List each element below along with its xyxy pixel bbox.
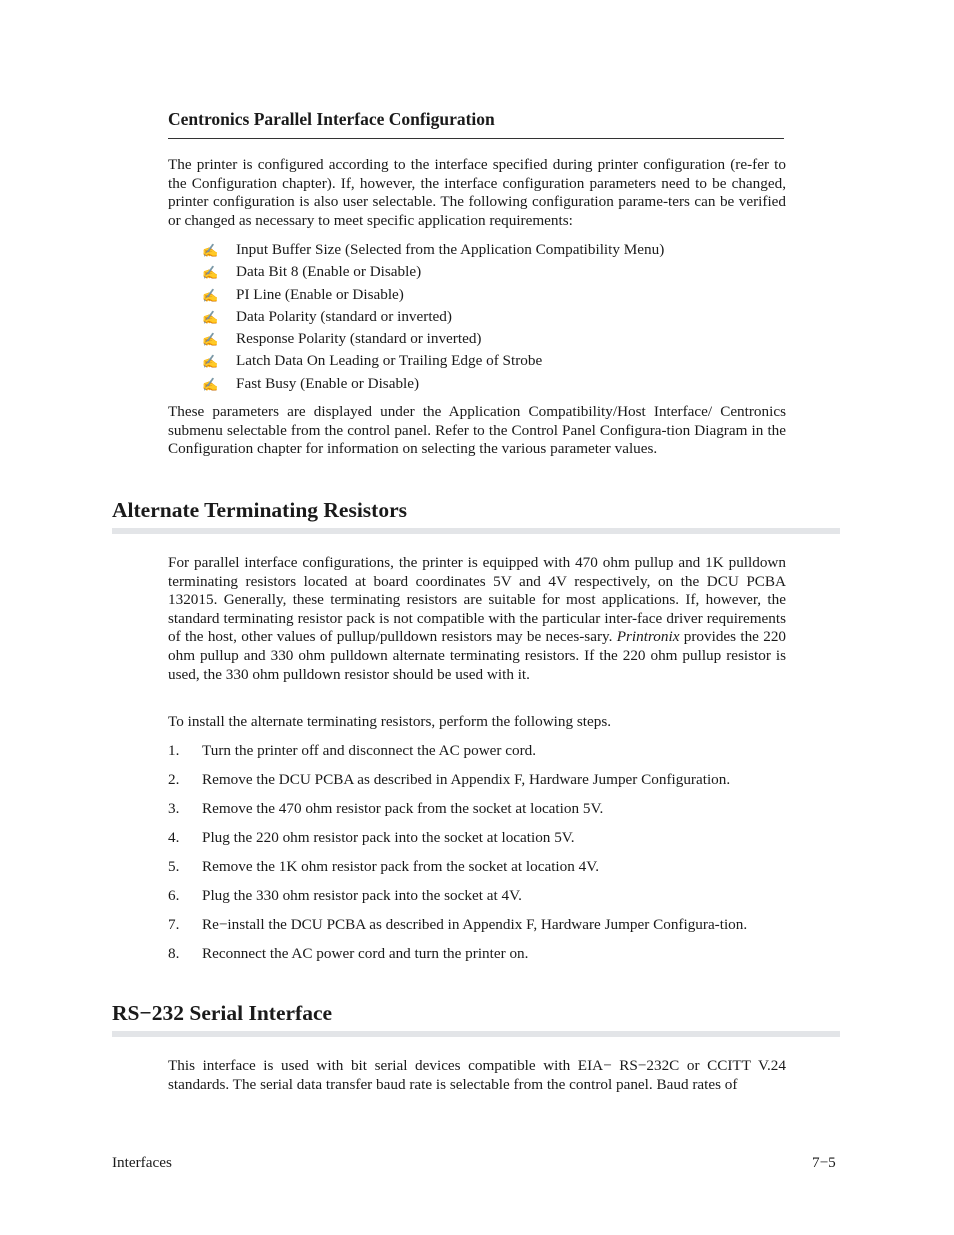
list-item-text: Data Bit 8 (Enable or Disable) bbox=[236, 263, 422, 281]
step-item bbox=[168, 829, 786, 848]
list-item bbox=[202, 307, 664, 329]
step-text: Remove the 470 ohm resistor pack from the socket at location 5V. bbox=[202, 799, 604, 817]
rs232-paragraph: This interface is used with bit serial devices compatible with EIA− RS−232C or CCITT V.24 standards. The serial data transfer baud rate is selectable from the control panel. Baud rates of bbox=[168, 1057, 786, 1093]
check-mark-icon: ✍ bbox=[202, 376, 219, 392]
list-item bbox=[202, 329, 664, 351]
step-text: Remove the DCU PCBA as described in Appendix F, Hardware Jumper Configuration. bbox=[202, 770, 731, 788]
step-text: Plug the 220 ohm resistor pack into the socket at location 5V. bbox=[202, 828, 575, 846]
install-intro: To install the alternate terminating resistors, perform the following steps. bbox=[168, 713, 612, 730]
section-divider bbox=[112, 1031, 840, 1037]
step-number: 5. bbox=[168, 857, 180, 875]
install-steps bbox=[168, 742, 786, 963]
brand-name: Printronix bbox=[616, 628, 680, 646]
heading-rule bbox=[168, 138, 784, 139]
step-number: 2. bbox=[168, 770, 180, 788]
resistors-heading: Alternate Terminating Resistors bbox=[112, 498, 407, 522]
step-number: 8. bbox=[168, 944, 180, 962]
list-item-text: Data Polarity (standard or inverted) bbox=[236, 307, 452, 325]
check-mark-icon: ✍ bbox=[202, 354, 219, 370]
list-item bbox=[202, 374, 664, 396]
list-item-text: Input Buffer Size (Selected from the Application Compatibility Menu) bbox=[236, 241, 665, 258]
centronics-intro-paragraph: The printer is configured according to the interface specified during printer configuration (re-fer to the Configuration chapter). If, however, the interface configuration parameters need to be changed, printer configuration is also user selectable. The following configuration parame-ters can be verified or changed as necessary to meet specific application requirements: bbox=[168, 156, 786, 229]
check-mark-icon: ✍ bbox=[202, 287, 219, 303]
centronics-heading: Centronics Parallel Interface Configuration bbox=[168, 109, 495, 129]
step-number: 6. bbox=[168, 886, 180, 904]
section-divider bbox=[112, 528, 840, 534]
list-item bbox=[202, 351, 664, 373]
list-item bbox=[202, 240, 664, 262]
list-item bbox=[202, 262, 664, 284]
step-text: Turn the printer off and disconnect the AC power cord. bbox=[202, 742, 537, 759]
parameter-list bbox=[202, 240, 664, 396]
step-item bbox=[168, 771, 786, 790]
step-text: Plug the 330 ohm resistor pack into the socket at 4V. bbox=[202, 886, 522, 904]
step-item bbox=[168, 887, 786, 906]
resistors-paragraph bbox=[168, 554, 786, 684]
resistors-text-part1: For parallel interface configurations, the printer is equipped with 470 ohm pullup and 1K pulldown terminating resistors located at board coordinates 5V and 4V respectively, on the DCU PCBA 132015. Generally, these terminating resistors are suitable for most applications. If, however, the standard terminating resistor pack is not compatible with the particular inter-face driver requirements of the host, other values of pullup/pulldown resistors may be neces-sary. bbox=[168, 554, 786, 646]
step-item bbox=[168, 945, 786, 964]
step-item bbox=[168, 916, 786, 935]
page-number: 7−5 bbox=[812, 1154, 836, 1171]
step-item bbox=[168, 858, 786, 877]
step-item bbox=[168, 742, 786, 761]
check-mark-icon: ✍ bbox=[202, 265, 219, 281]
centronics-outro-paragraph: These parameters are displayed under the Application Compatibility/Host Interface/ Centronics submenu selectable from the control panel. Refer to the Control Panel Configura-tion Diagram in the Configuration chapter for information on selecting the various parameter values. bbox=[168, 403, 786, 458]
list-item bbox=[202, 285, 664, 307]
check-mark-icon: ✍ bbox=[202, 243, 219, 258]
check-mark-icon: ✍ bbox=[202, 332, 219, 348]
step-item bbox=[168, 800, 786, 819]
check-mark-icon: ✍ bbox=[202, 309, 219, 325]
list-item-text: Latch Data On Leading or Trailing Edge of Strobe bbox=[236, 352, 543, 370]
list-item-text: Fast Busy (Enable or Disable) bbox=[236, 374, 420, 392]
step-number: 3. bbox=[168, 799, 180, 817]
list-item-text: PI Line (Enable or Disable) bbox=[236, 285, 404, 303]
step-number: 7. bbox=[168, 915, 180, 933]
step-text: Re−install the DCU PCBA as described in Appendix F, Hardware Jumper Configura-tion. bbox=[202, 915, 748, 933]
rs232-heading: RS−232 Serial Interface bbox=[112, 1001, 333, 1025]
footer-chapter-title: Interfaces bbox=[112, 1154, 172, 1171]
step-number: 1. bbox=[168, 742, 180, 759]
list-item-text: Response Polarity (standard or inverted) bbox=[236, 330, 482, 348]
step-text: Reconnect the AC power cord and turn the printer on. bbox=[202, 944, 529, 962]
step-number: 4. bbox=[168, 828, 180, 846]
resistors-text-part2: provides the 220 ohm pullup and 330 ohm pulldown alternate terminating resistors. If the 220 ohm pullup resistor is used, the 330 ohm pulldown resistor should be used with it. bbox=[168, 628, 787, 683]
step-text: Remove the 1K ohm resistor pack from the socket at location 4V. bbox=[202, 857, 600, 875]
